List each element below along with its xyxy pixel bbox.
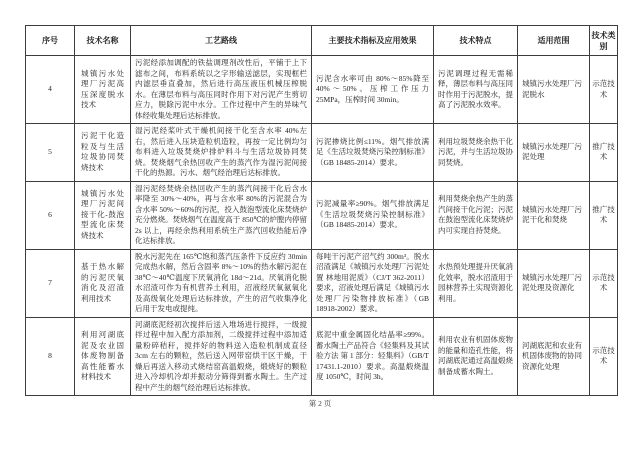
scope-cell: 河湖底泥和农业有机固体废物的协同资源化处理 [518,317,590,396]
scope-cell: 城镇污水处理厂污泥处理 [518,124,590,182]
table-row [26,181,618,249]
category-cell: 示范技术 [590,56,618,124]
process-route-cell: 湿污泥经桨叶式干燥机间接干化至含水率 40%左右，然后进入压块造粒机造粒，再按一定比例均匀布料进入垃圾焚烧炉排炉料斗与生活垃圾协同焚烧。焚烧烟气余热回收产生的蒸汽作为湿污泥间接干化的热源。污水、烟气经治理后达标排放。 [131,124,312,182]
indicators-cell: 底泥中重金属固化结晶率≥99%。蓄水陶土产品符合《轻集料及其试验方法 第 1 部分：轻集料》（GB/T 17431.1-2010）要求。高温煅烧温度 1050℃，时间 3h。 [312,317,434,396]
features-cell: 利用垃圾焚烧余热干化污泥，并与生活垃圾协同焚烧。 [434,124,518,182]
process-route-cell: 湿污泥经焚烧余热回收产生的蒸汽间接干化后含水率降至 30%～40%，再与含水率 80%的污泥混合为含水率 50%～60%的污泥，投入鼓泡型流化床焚烧炉充分燃烧。焚烧烟气在温度高于 850℃的炉膛内停留 2s 以上，再经余热利用系统生产蒸汽回收热能后净化达标排放。 [131,181,312,249]
table-row [26,56,618,124]
features-cell: 水热预处理提升厌氧消化效率，脱水沼渣用于园林营养土实现资源化利用。 [434,249,518,317]
row-number-cell: 8 [26,317,75,396]
process-route-cell: 脱水污泥先在 165℃饱和蒸汽压条件下反应约 30min 完成热水解，然后含固率 8%～10%的热水解污泥在 38℃～40℃温度下厌氧消化 18d～21d。厌氧消化脱水沼渣可作为有机营养土利用，沼液经厌氧氨氧化及高级氧化处理后达标排放，产生的沼气收集净化后用于发电或提纯。 [131,249,312,317]
header-indicators: 主要技术指标及应用效果 [312,26,434,56]
category-cell: 推广技术 [590,124,618,182]
process-route-cell: 河湖底泥经初次搅拌后送入堆场进行搅拌，一级搅拌过程中加入配方添加剂，二级搅拌过程中添加适量粉碎秸秆，搅拌好的物料送入造粒机制成直径 3cm 左右的颗粒，然后送入网带窑烘干区干燥，干燥后再送入移动式烧结窑高温煅烧，煅烧好的颗粒进入冷却机冷却并振动分筛得到蓄水陶土。生产过程中产生的烟气经治理后达标排放。 [131,317,312,396]
technology-table [25,25,618,396]
scope-cell: 城镇污水处理厂污泥处理及资源化 [518,249,590,317]
features-cell: 利用农业有机固体废物的能量和造孔性能，将河湖底泥通过高温煅烧制备成蓄水陶土。 [434,317,518,396]
header-scope: 适用范围 [518,26,590,56]
tech-name-cell: 利用河湖底泥及农业固体废物制备高性能蓄水材料技术 [75,317,131,396]
process-route-cell: 污泥经添加调配的铁盐调理剂改性后，平铺于上下滤布之间，布料系统以之字形输送滤层，实现框栏内滤层垂直叠加，然后进行高压液压机械压榨脱水。在薄层布料与高压同时作用下对污泥产生剪切应力，脱除污泥中水分。工作过程中产生的异味气体经收集处理后达标排放。 [131,56,312,124]
scope-cell: 城镇污水处理厂污泥脱水 [518,56,590,124]
features-cell: 污泥调理过程无需稀释，薄层布料与高压同时作用于污泥脱水，提高了污泥脱水效率。 [434,56,518,124]
row-number-cell: 5 [26,124,75,182]
header-category: 技术类别 [590,26,618,56]
indicators-cell: 污泥掺烧比例≤11%。烟气排放满足《生活垃圾焚烧污染控制标准》（GB 18485-2014）要求。 [312,124,434,182]
table-row [26,249,618,317]
header-tech-name: 技术名称 [75,26,131,56]
page-number: 第 2 页 [308,399,332,408]
table-row [26,124,618,182]
header-features: 技术特点 [434,26,518,56]
features-cell: 利用焚烧余热产生的蒸汽间接干化污泥；污泥在鼓泡型流化床焚烧炉内可实现自持焚烧。 [434,181,518,249]
row-number-cell: 4 [26,56,75,124]
header-no: 序号 [26,26,75,56]
scope-cell: 城镇污水处理厂污泥干化和焚烧 [518,181,590,249]
table-header-row [26,26,618,56]
tech-name-cell: 城镇污水处理厂污泥间接干化-鼓泡型流化床焚烧技术 [75,181,131,249]
tech-name-cell: 基于热水解的污泥厌氧消化及沼渣利用技术 [75,249,131,317]
row-number-cell: 6 [26,181,75,249]
tech-name-cell: 污泥干化造粒及与生活垃圾协同焚烧技术 [75,124,131,182]
category-cell: 推广技术 [590,181,618,249]
indicators-cell: 污泥减量率≥90%。烟气排放满足《生活垃圾焚烧污染控制标准》（GB 18485-2014）要求。 [312,181,434,249]
indicators-cell: 每吨干污泥产沼气约 300m³。脱水沼渣满足《城镇污水处理厂污泥处置 林地用泥质》（CJ/T 362-2011）要求，沼液处理后满足《城镇污水处理厂污染物排放标准》（GB 18918-2002）要求。 [312,249,434,317]
tech-name-cell: 城镇污水处理厂污泥高压深度脱水技术 [75,56,131,124]
row-number-cell: 7 [26,249,75,317]
indicators-cell: 污泥含水率可由 80%～85%降至 40%～50%。压榨工作压力 25MPa，压榨时间 30min。 [312,56,434,124]
category-cell: 示范技术 [590,317,618,396]
category-cell: 示范技术 [590,249,618,317]
header-process-route: 工艺路线 [131,26,312,56]
table-row [26,317,618,396]
